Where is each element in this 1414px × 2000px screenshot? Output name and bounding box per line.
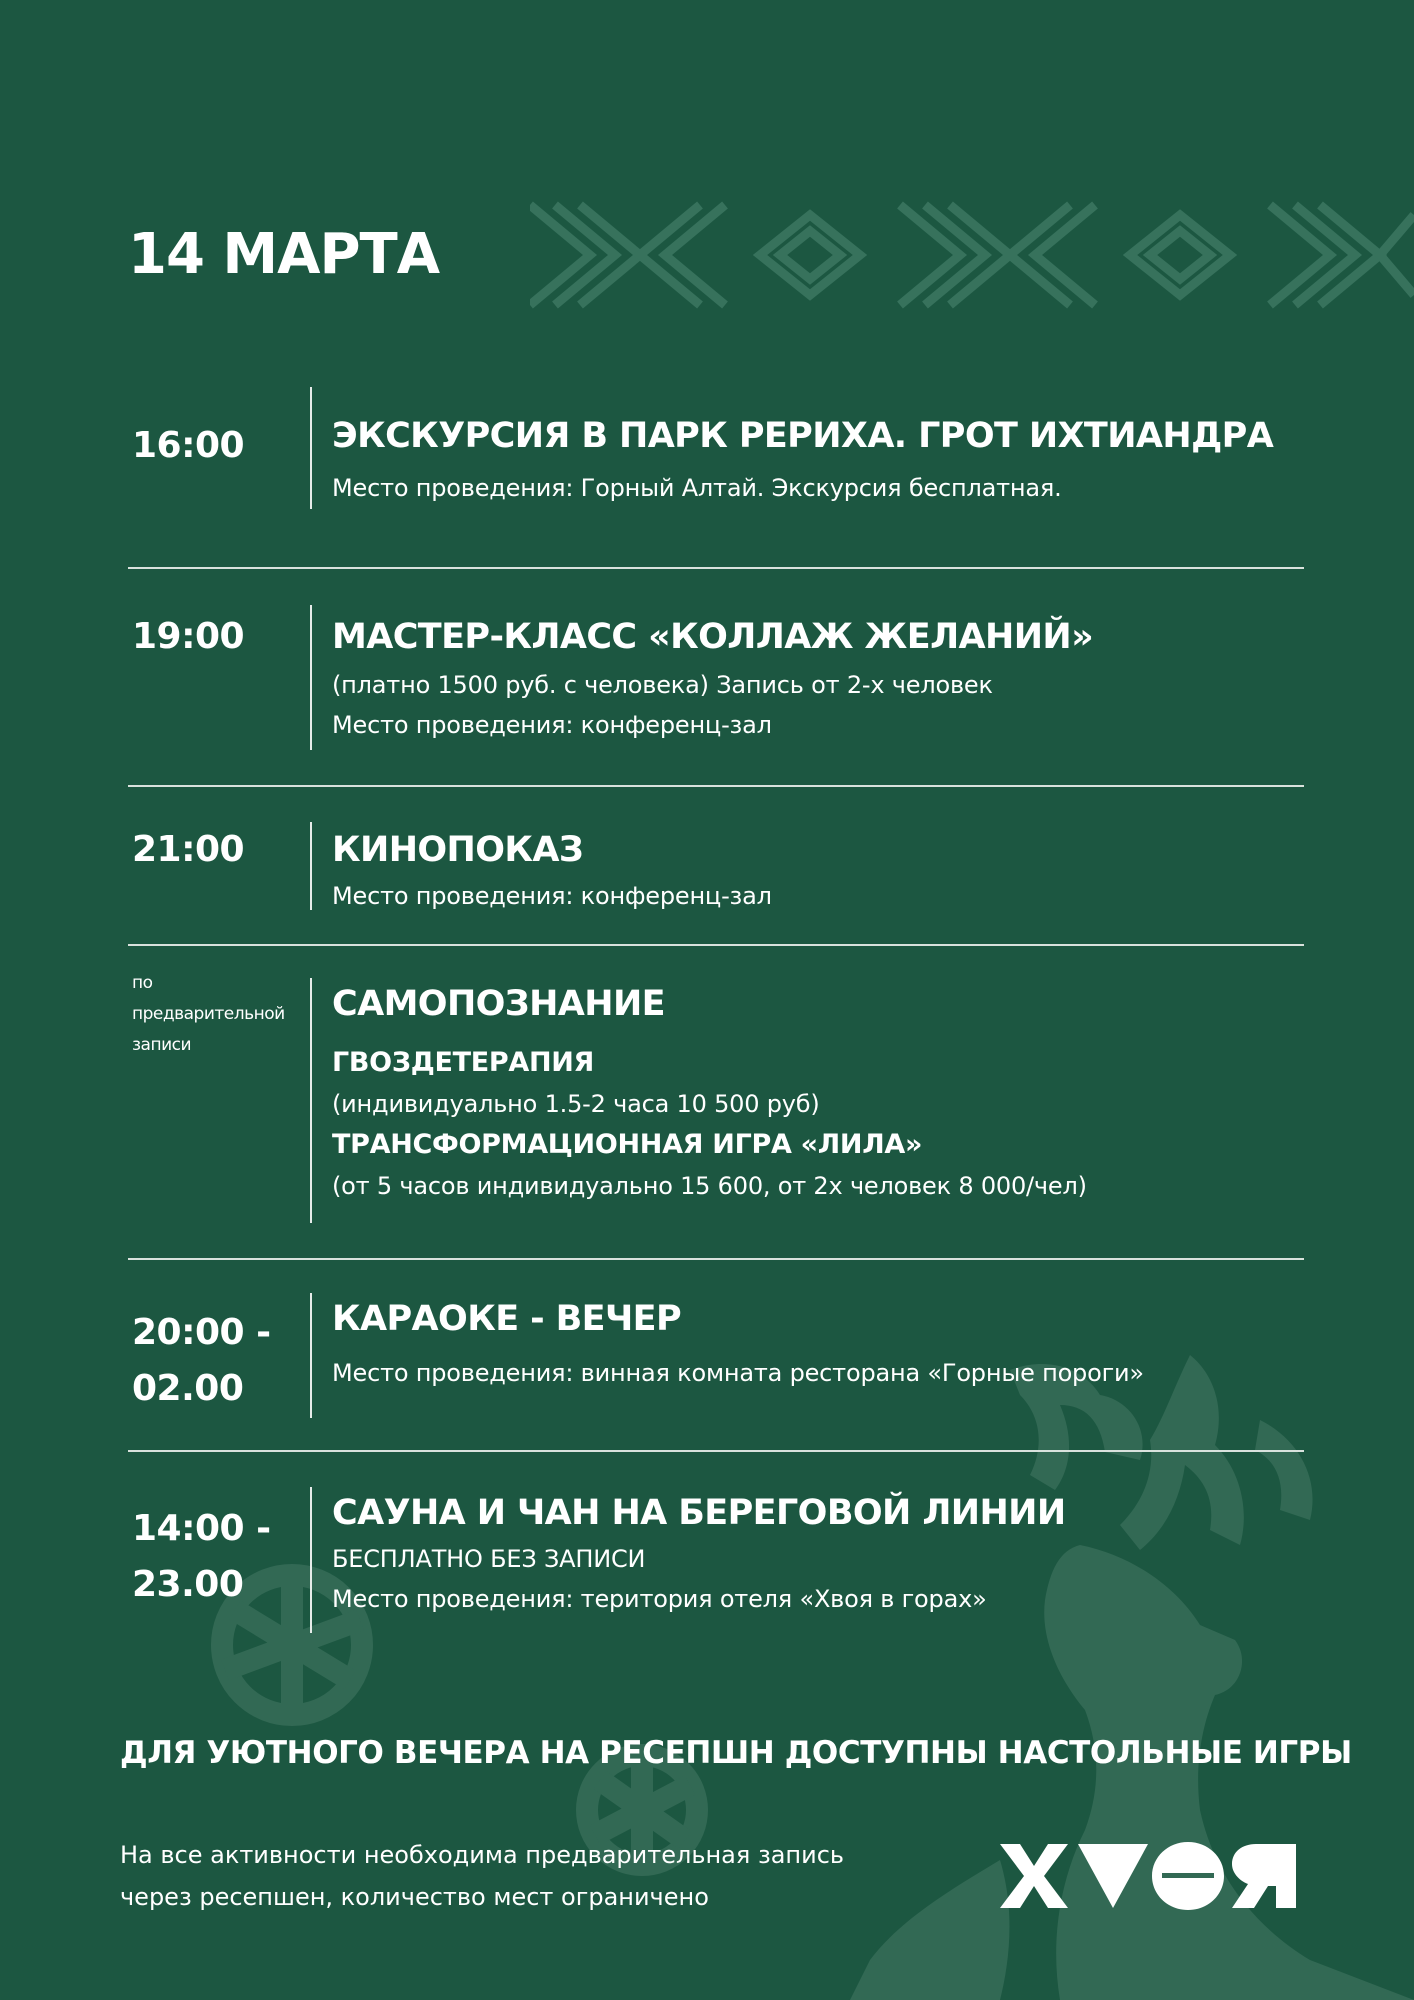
event-detail: Место проведения: винная комната ресторана «Горные пороги» <box>332 1359 1144 1387</box>
event-karaoke <box>128 1293 1304 1418</box>
event-content <box>332 822 1302 916</box>
event-content <box>332 410 1302 508</box>
page-title: 14 МАРТА <box>128 222 440 287</box>
event-title: КАРАОКЕ - ВЕЧЕР <box>332 1299 682 1339</box>
booking-note-line: На все активности необходима предварительная запись <box>120 1841 845 1869</box>
event-content <box>332 1293 1302 1393</box>
service-detail: (от 5 часов индивидуально 15 600, от 2х человек 8 000/чел) <box>332 1172 1087 1200</box>
event-detail: Место проведения: конференц-зал <box>332 882 772 910</box>
service-detail: (индивидуально 1.5-2 часа 10 500 руб) <box>332 1090 820 1118</box>
section-divider <box>128 1258 1304 1260</box>
event-time <box>132 1501 271 1613</box>
event-content <box>332 605 1302 745</box>
event-detail: Место проведения: Горный Алтай. Экскурсия бесплатная. <box>332 474 1062 502</box>
event-sauna <box>128 1487 1304 1635</box>
event-title: МАСТЕР-КЛАСС «КОЛЛАЖ ЖЕЛАНИЙ» <box>332 617 1094 657</box>
booking-note-line: через ресепшен, количество мест ограничено <box>120 1883 709 1911</box>
event-detail: Место проведения: конференц-зал <box>332 711 772 739</box>
event-booking-note <box>132 968 285 1061</box>
event-title: САМОПОЗНАНИЕ <box>332 984 665 1024</box>
event-divider-line <box>310 978 312 1223</box>
event-time-line: 20:00 - <box>132 1312 271 1353</box>
event-title: САУНА И ЧАН НА БЕРЕГОВОЙ ЛИНИИ <box>332 1493 1066 1533</box>
event-excursion <box>128 410 1304 530</box>
event-title: ЭКСКУРСИЯ В ПАРК РЕРИХА. ГРОТ ИХТИАНДРА <box>332 416 1274 456</box>
event-divider-line <box>310 1487 312 1633</box>
event-time-line: 23.00 <box>132 1564 244 1605</box>
event-divider-line <box>310 1293 312 1418</box>
event-time <box>132 1305 271 1417</box>
event-divider-line <box>310 387 312 509</box>
section-divider <box>128 944 1304 946</box>
event-time-line: 14:00 - <box>132 1508 271 1549</box>
event-booking-note-line: предварительной <box>132 1004 285 1024</box>
event-divider-line <box>310 605 312 750</box>
event-masterclass <box>128 605 1304 755</box>
service-name: ТРАНСФОРМАЦИОННАЯ ИГРА «ЛИЛА» <box>332 1129 923 1160</box>
event-time-line: 02.00 <box>132 1368 244 1409</box>
event-content <box>332 1487 1302 1619</box>
event-booking-note-line: по <box>132 973 153 993</box>
event-detail: Место проведения: територия отеля «Хвоя в горах» <box>332 1585 987 1613</box>
event-time: 21:00 <box>132 829 245 870</box>
event-divider-line <box>310 822 312 910</box>
service-name: ГВОЗДЕТЕРАПИЯ <box>332 1047 595 1078</box>
section-divider <box>128 785 1304 787</box>
geometric-ornament-icon <box>530 195 1414 315</box>
board-games-note: ДЛЯ УЮТНОГО ВЕЧЕРА НА РЕСЕПШН ДОСТУПНЫ НАСТОЛЬНЫЕ ИГРЫ <box>120 1735 1352 1771</box>
event-film-screening <box>128 822 1304 912</box>
section-divider <box>128 567 1304 569</box>
event-detail: (платно 1500 руб. с человека) Запись от 2-х человек <box>332 671 993 699</box>
event-self-knowledge <box>128 973 1304 1223</box>
event-content <box>332 978 1302 1206</box>
hvoya-logo <box>998 1840 1298 1912</box>
event-time: 19:00 <box>132 616 245 657</box>
section-divider <box>128 1450 1304 1452</box>
event-detail: БЕСПЛАТНО БЕЗ ЗАПИСИ <box>332 1545 646 1573</box>
event-time: 16:00 <box>132 425 245 466</box>
event-title: КИНОПОКАЗ <box>332 830 584 870</box>
event-booking-note-line: записи <box>132 1035 192 1055</box>
booking-note <box>120 1834 844 1918</box>
